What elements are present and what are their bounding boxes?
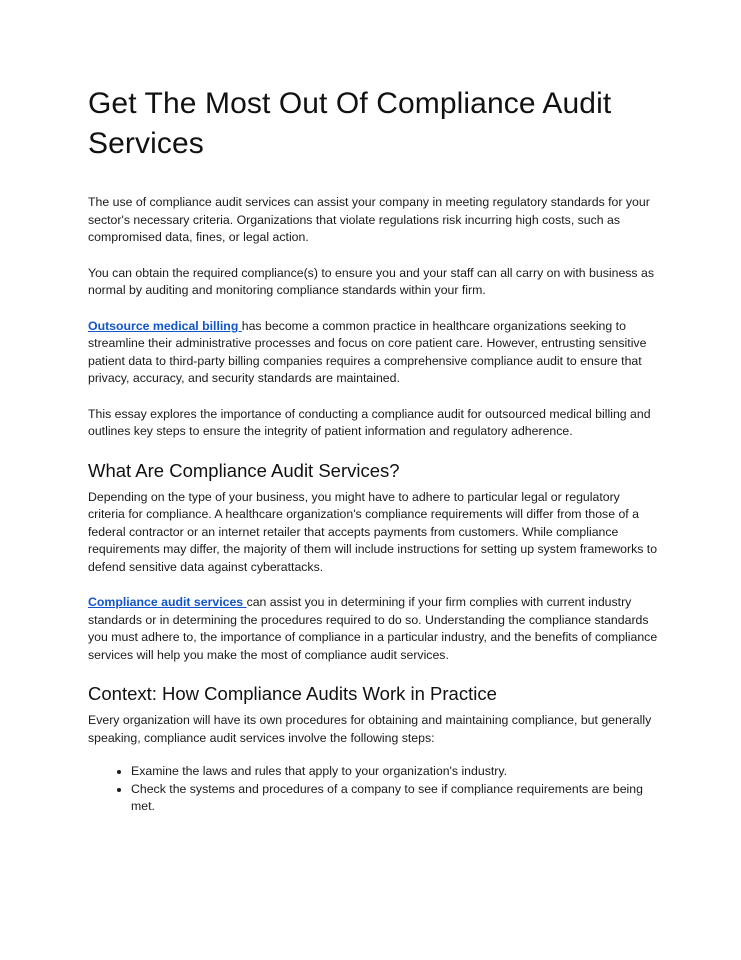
compliance-audit-services-link[interactable]: Compliance audit services [88, 595, 247, 609]
intro-paragraph-3 [88, 318, 658, 388]
section1-paragraph-2-text: can assist you in determining if your firm complies with current industry standards or in determining the procedures required to do so. Understanding the compliance standards you must adhere to, the importance of compliance in a particular industry, and the benefits of compliance services will help you make the most of compliance audit services. [88, 595, 658, 662]
page-title: Get The Most Out Of Compliance Audit Services [88, 87, 612, 160]
section-heading-context: Context: How Compliance Audits Work in Practice [88, 683, 497, 704]
intro-paragraph-1: The use of compliance audit services can assist your company in meeting regulatory standards for your sector's necessary criteria. Organizations that violate regulations risk incurring high costs, such as compromised data, fines, or legal action. [88, 195, 650, 244]
list-item: • Check the systems and procedures of a company to see if compliance requirements are being met. [131, 781, 658, 816]
section1-paragraph-1: Depending on the type of your business, you might have to adhere to particular legal or regulatory criteria for compliance. A healthcare organization's compliance requirements will differ from those of a federal contractor or an internet retailer that accepts payments from customers. While compliance requirements may differ, the majority of them will include instructions for setting up system frameworks to defend sensitive data against cyberattacks. [88, 489, 658, 574]
steps-list [88, 763, 658, 816]
list-item: • Examine the laws and rules that apply to your organization's industry. [131, 763, 658, 781]
intro-paragraph-2: You can obtain the required compliance(s) to ensure you and your staff can all carry on with business as normal by auditing and monitoring compliance standards within your firm. [88, 265, 654, 297]
document-page [88, 84, 658, 816]
section-heading-what-are: What Are Compliance Audit Services? [88, 459, 400, 481]
section2-paragraph-1: Every organization will have its own procedures for obtaining and maintaining compliance, but generally speaking, compliance audit services involve the following steps: [88, 713, 652, 745]
outsource-medical-billing-link[interactable]: Outsource medical billing [88, 318, 242, 333]
intro-paragraph-4: This essay explores the importance of conducting a compliance audit for outsourced medical billing and outlines key steps to ensure the integrity of patient information and regulatory adherence. [88, 406, 651, 438]
section1-paragraph-2 [88, 594, 658, 664]
intro-paragraph-3-text: has become a common practice in healthcare organizations seeking to streamline their administrative processes and focus on core patient care. However, entrusting sensitive patient data to third-party billing companies requires a comprehensive compliance audit to ensure that privacy, accuracy, and security standards are maintained. [88, 318, 647, 385]
